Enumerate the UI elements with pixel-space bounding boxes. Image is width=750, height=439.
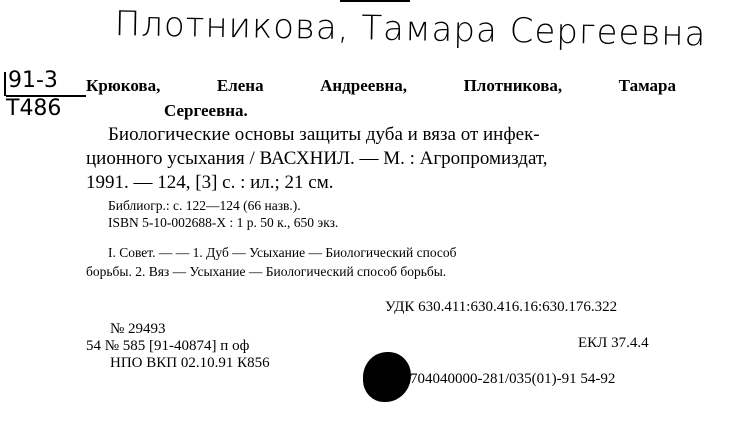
authors-line1 [86, 76, 676, 96]
line-54: 54 № 585 [91-40874] п оф [86, 338, 250, 354]
handwritten-name: Плотникова, Тамара Сергеевна [114, 4, 707, 55]
code: 704040000-281/035(01)-91 54-92 [410, 371, 616, 387]
npo: НПО ВКП 02.10.91 К856 [110, 355, 270, 371]
title-line1: Биологические основы защиты дуба и вяза от инфек- [108, 124, 540, 145]
isbn: ISBN 5-10-002688-Х : 1 р. 50 к., 650 экз. [108, 215, 339, 230]
top-rule [340, 0, 410, 2]
author-word: Крюкова, [86, 76, 161, 95]
author-word: Тамара [618, 76, 676, 95]
title-line2: ционного усыхания / ВАСХНИЛ. — М. : Агропромиздат, [86, 148, 548, 169]
author-word: Елена [216, 76, 264, 95]
authors-line2: Сергеевна. [164, 101, 248, 120]
bibliography: Библиогр.: с. 122—124 (66 назв.). [108, 198, 301, 213]
call-number-line1: 91-3 [8, 68, 58, 93]
author-word: Плотникова, [463, 76, 563, 95]
ink-blot [363, 352, 411, 402]
subjects-line1: I. Совет. — — 1. Дуб — Усыхание — Биологический способ [108, 245, 457, 260]
ekl: ЕКЛ 37.4.4 [578, 335, 649, 351]
udk: УДК 630.411:630.416.16:630.176.322 [385, 299, 618, 315]
subjects-line2: борьбы. 2. Вяз — Усыхание — Биологический способ борьбы. [86, 264, 447, 279]
call-number-line2: Т486 [6, 96, 62, 121]
call-number-mark [4, 72, 6, 96]
author-word: Андреевна, [320, 76, 408, 95]
record-number: № 29493 [110, 321, 166, 337]
title-line3: 1991. — 124, [3] с. : ил.; 21 см. [86, 172, 334, 193]
